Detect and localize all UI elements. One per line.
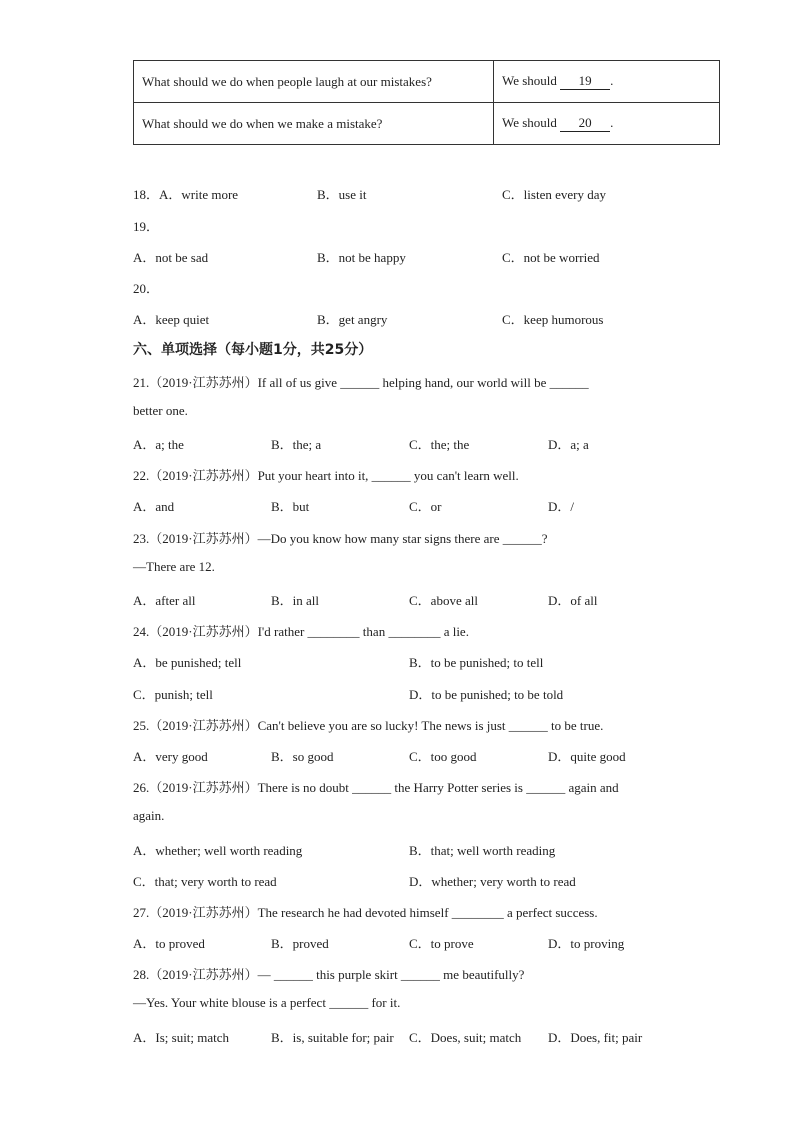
q21-stem-continued: better one. [133, 403, 188, 418]
q27-stem: 27.（2019·江苏苏州）The research he had devoted himself ________ a perfect success. [133, 905, 598, 920]
q20-option-c: C．keep humorous [502, 312, 604, 327]
q21-option-a: A．a; the [133, 437, 184, 452]
q19-option-c: C．not be worried [502, 250, 600, 265]
answer-prefix: We should [502, 73, 557, 88]
q23-stem-continued: —There are 12. [133, 559, 215, 574]
q28-option-c: C．Does, suit; match [409, 1030, 522, 1045]
q27-option-a: A．to proved [133, 936, 205, 951]
question-answer-table [133, 60, 720, 145]
q20-option-b: B．get angry [317, 312, 388, 327]
q22-option-d: D．/ [548, 499, 575, 514]
answer-blank: 20 [560, 115, 610, 132]
q24-option-b: B．to be punished; to tell [409, 655, 544, 670]
q23-option-a: A．after all [133, 593, 196, 608]
q25-option-d: D．quite good [548, 749, 626, 764]
table-question-cell: What should we do when we make a mistake? [134, 103, 494, 145]
table-answer-cell [494, 103, 720, 145]
q28-stem-continued: —Yes. Your white blouse is a perfect ______ for it. [133, 995, 401, 1010]
q24-option-c: C．punish; tell [133, 687, 213, 702]
q28-option-d: D．Does, fit; pair [548, 1030, 643, 1045]
q22-option-b: B．but [271, 499, 310, 514]
q28-option-b: B．is, suitable for; pair [271, 1030, 394, 1045]
q26-option-a: A．whether; well worth reading [133, 843, 303, 858]
q24-option-d: D．to be punished; to be told [409, 687, 564, 702]
q18-option-b: B．use it [317, 187, 367, 202]
q27-option-c: C．to prove [409, 936, 474, 951]
q26-option-b: B．that; well worth reading [409, 843, 556, 858]
q22-option-a: A．and [133, 499, 175, 514]
q24-option-a: A．be punished; tell [133, 655, 242, 670]
q21-option-c: C．the; the [409, 437, 470, 452]
q22-stem: 22.（2019·江苏苏州）Put your heart into it, ______ you can't learn well. [133, 468, 519, 483]
q26-stem-continued: again. [133, 808, 165, 823]
q23-option-c: C．above all [409, 593, 478, 608]
q20-number: 20． [133, 281, 160, 296]
q23-option-b: B．in all [271, 593, 320, 608]
table-row [134, 103, 720, 145]
table-answer-cell [494, 61, 720, 103]
q27-option-b: B．proved [271, 936, 329, 951]
q24-stem: 24.（2019·江苏苏州）I'd rather ________ than ________ a lie. [133, 624, 469, 639]
answer-suffix: . [610, 73, 614, 88]
q25-option-c: C．too good [409, 749, 477, 764]
q28-stem: 28.（2019·江苏苏州）— ______ this purple skirt ______ me beautifully? [133, 967, 525, 982]
q25-option-a: A．very good [133, 749, 208, 764]
q21-option-d: D．a; a [548, 437, 589, 452]
answer-blank: 19 [560, 73, 610, 90]
q26-stem: 26.（2019·江苏苏州）There is no doubt ______ the Harry Potter series is ______ again and [133, 780, 619, 795]
q26-option-c: C．that; very worth to read [133, 874, 277, 889]
q22-option-c: C．or [409, 499, 442, 514]
q19-number: 19． [133, 219, 160, 234]
q20-option-a: A．keep quiet [133, 312, 210, 327]
q25-option-b: B．so good [271, 749, 334, 764]
q19-option-a: A．not be sad [133, 250, 209, 265]
q18-option-a: 18．A．write more [133, 187, 239, 202]
q19-option-b: B．not be happy [317, 250, 406, 265]
q28-option-a: A．Is; suit; match [133, 1030, 230, 1045]
answer-prefix: We should [502, 115, 557, 130]
table-row [134, 61, 720, 103]
q21-stem: 21.（2019·江苏苏州）If all of us give ______ helping hand, our world will be ______ [133, 375, 589, 390]
section-title: 六、单项选择（每小题1分，共25分） [133, 342, 373, 358]
q23-option-d: D．of all [548, 593, 598, 608]
q27-option-d: D．to proving [548, 936, 625, 951]
q18-option-c: C．listen every day [502, 187, 606, 202]
q23-stem: 23.（2019·江苏苏州）—Do you know how many star signs there are ______? [133, 531, 548, 546]
q25-stem: 25.（2019·江苏苏州）Can't believe you are so lucky! The news is just ______ to be true. [133, 718, 604, 733]
answer-suffix: . [610, 115, 614, 130]
q21-option-b: B．the; a [271, 437, 322, 452]
table-question-cell: What should we do when people laugh at our mistakes? [134, 61, 494, 103]
q26-option-d: D．whether; very worth to read [409, 874, 576, 889]
